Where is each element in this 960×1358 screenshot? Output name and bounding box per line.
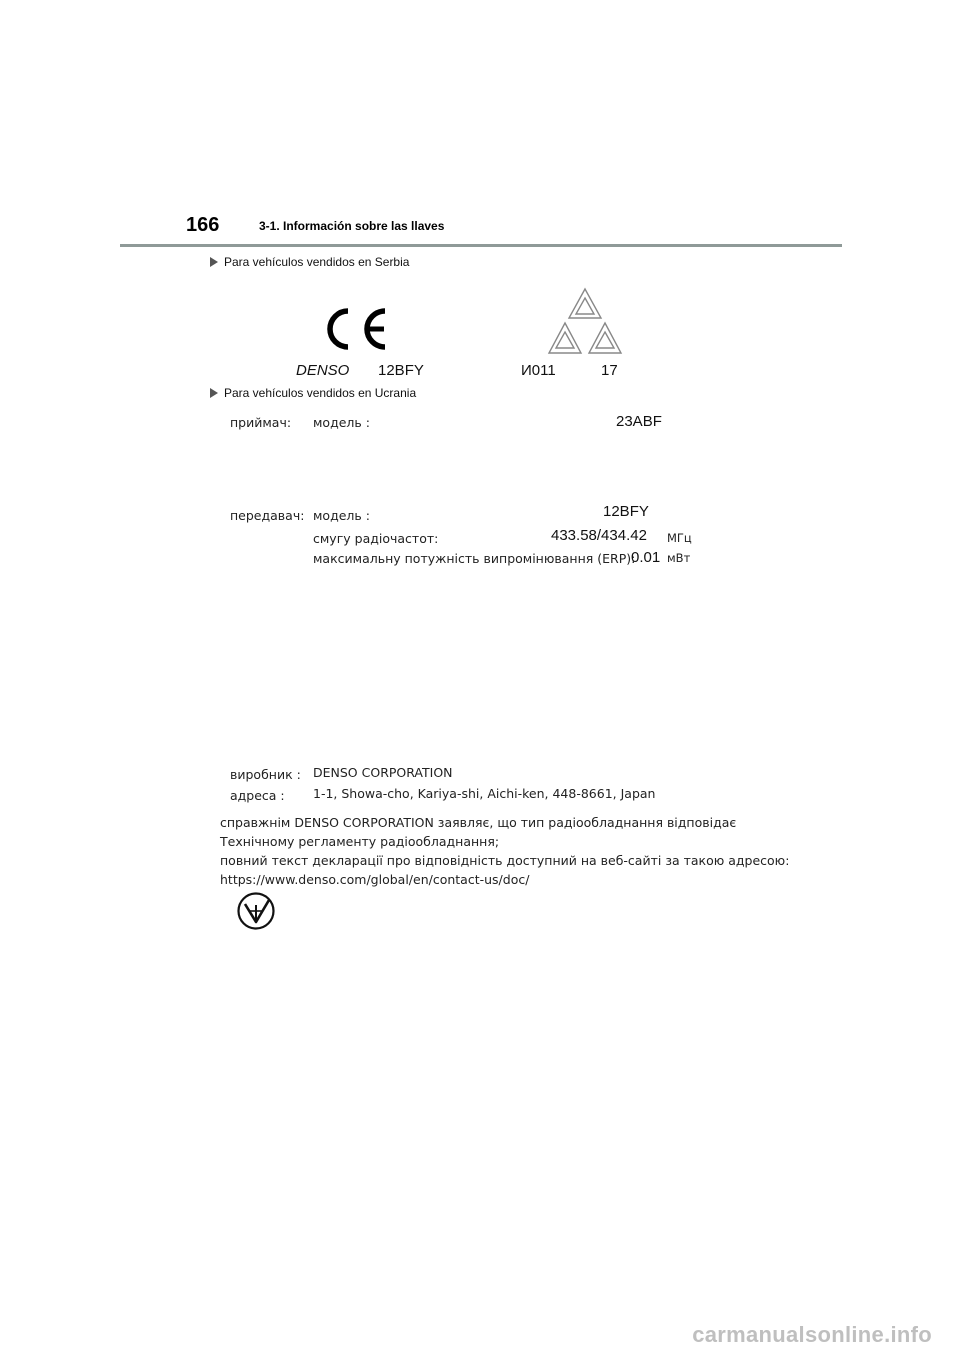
bullet-triangle-icon xyxy=(210,257,218,267)
header-divider xyxy=(120,244,842,247)
declaration-line-3: повний текст декларації про відповідність доступний на веб-сайті за такою адресою: xyxy=(220,853,790,868)
transmitter-label: передавач: xyxy=(230,508,305,523)
bullet-serbia xyxy=(210,255,409,269)
serbia-cert-year: 17 xyxy=(601,362,618,379)
ukraine-conformity-mark-icon xyxy=(236,891,276,931)
bullet-serbia-label: Para vehículos vendidos en Serbia xyxy=(224,255,410,269)
receiver-model-label: модель : xyxy=(313,415,370,430)
receiver-model-value: 23ABF xyxy=(616,413,662,430)
address-value: 1-1, Showa-cho, Kariya-shi, Aichi-ken, 448-8661, Japan xyxy=(313,786,656,801)
band-value: 433.58/434.42 xyxy=(551,527,647,544)
power-unit: мВт xyxy=(667,551,691,565)
power-value: 0.01 xyxy=(631,549,661,566)
watermark: carmanualsonline.info xyxy=(692,1322,932,1347)
declaration-line-1: справжнім DENSO CORPORATION заявляє, що тип радіообладнання відповідає xyxy=(220,815,737,830)
power-label: максимальну потужність випромінювання (ERP): xyxy=(313,551,636,566)
band-label: смугу радіочастот: xyxy=(313,531,439,546)
band-unit: МГц xyxy=(667,531,692,545)
declaration-line-2: Технічному регламенту радіообладнання; xyxy=(220,834,500,849)
bullet-ukraine-label: Para vehículos vendidos en Ucrania xyxy=(224,386,417,400)
serbia-conformity-triangle-icon xyxy=(546,287,624,357)
section-title: 3-1. Información sobre las llaves xyxy=(259,219,445,233)
ce-mark-logo xyxy=(318,305,390,353)
serbia-model: 12BFY xyxy=(378,362,424,379)
bullet-ukraine xyxy=(210,386,416,400)
brand-name: DENSO xyxy=(296,362,350,379)
address-label: адреса : xyxy=(230,788,285,803)
receiver-label: приймач: xyxy=(230,415,292,430)
serbia-cert-code: И011 xyxy=(521,362,556,379)
transmitter-model-value: 12BFY xyxy=(603,503,649,520)
manufacturer-value: DENSO CORPORATION xyxy=(313,765,453,780)
page-number: 166 xyxy=(186,214,220,236)
declaration-url: https://www.denso.com/global/en/contact-us/doc/ xyxy=(220,872,530,887)
transmitter-model-label: модель : xyxy=(313,508,370,523)
manufacturer-label: виробник : xyxy=(230,767,301,782)
bullet-triangle-icon xyxy=(210,388,218,398)
